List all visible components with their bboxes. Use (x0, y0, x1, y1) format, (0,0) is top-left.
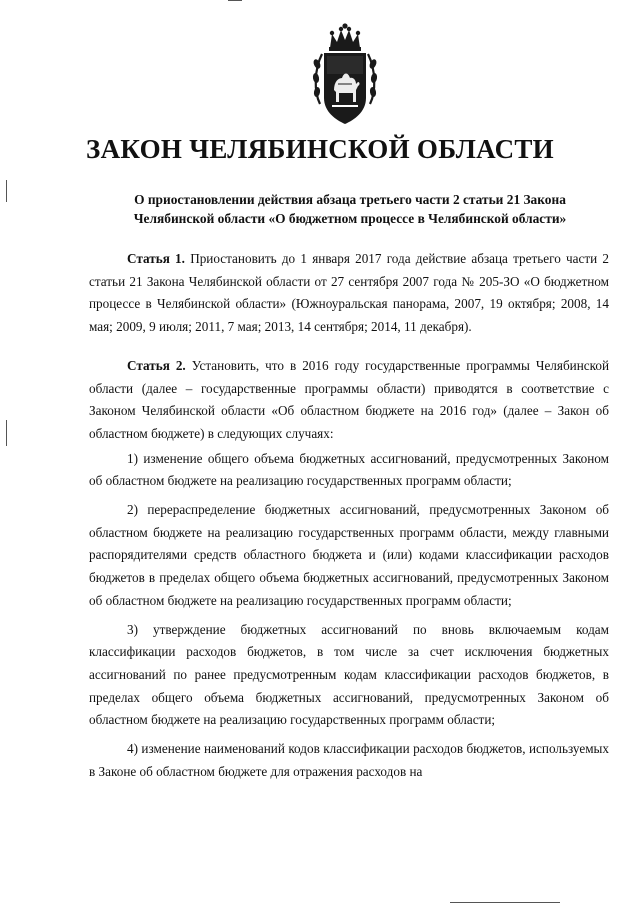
chelyabinsk-coat-of-arms-icon (308, 20, 382, 128)
scan-artifact-bottom (450, 902, 560, 903)
article-2-item-3: 3) утверждение бюджетных ассигнований по вновь включаемым кодам классификации расходов бюджетов, в том числе за счет исключения бюджетных ассигнований по ранее предусмотренным кодам классификации расходов бюджетов, в пределах общего объема бюджетных ассигнований, предусмотренных Законом об областном бюджете на реализацию государственных программ области; (89, 621, 609, 728)
law-subtitle (100, 190, 600, 228)
article-2-item-2: 2) перераспределение бюджетных ассигнований, предусмотренных Законом об областном бюджете на реализацию государственных программ области, между главными распорядителями средств областного бюджета и (или) кодами классификации расходов бюджетов в пределах общего объема бюджетных ассигнований, предусмотренных Законом об областном бюджете на реализацию государственных программ области; (89, 502, 609, 608)
scan-artifact-top (228, 0, 242, 1)
scan-artifact-left-2 (6, 420, 7, 446)
article-1-text: Приостановить до 1 января 2017 года действие абзаца третьего части 2 статьи 21 Закона Челябинской области от 27 сентября 2007 года № 205-ЗО «О бюджетном процессе в Челябинской области» (Южноуральская панорама, 2007, 19 октября; 2008, 14 мая; 2009, 9 июля; 2011, 7 мая; 2013, 14 сентября; 2014, 11 декабря). (89, 251, 610, 335)
law-title: ЗАКОН ЧЕЛЯБИНСКОЙ ОБЛАСТИ (86, 134, 554, 164)
article-2-label: Статья 2. (127, 357, 186, 373)
article-1 (89, 248, 609, 339)
subtitle-line-1: О приостановлении действия абзаца третьего части 2 статьи 21 Закона (134, 192, 566, 207)
article-2 (89, 355, 609, 446)
article-2-text: Установить, что в 2016 году государственные программы Челябинской области (далее – государственные программы области) приводятся в соответствие с Законом Челябинской области «Об областном бюджете на 2016 год» (далее – Закон об областном бюджете) в следующих случаях: (89, 357, 610, 441)
scan-artifact-left-1 (6, 180, 7, 202)
article-1-label: Статья 1. (127, 251, 185, 266)
law-body (89, 248, 609, 783)
article-2-item-4: 4) изменение наименований кодов классификации расходов бюджетов, используемых в Законе об областном бюджете для отражения расходов на (89, 741, 609, 779)
subtitle-line-2: Челябинской области «О бюджетном процессе в Челябинской области» (133, 211, 567, 226)
article-2-item-1: 1) изменение общего объема бюджетных ассигнований, предусмотренных Законом об областном бюджете на реализацию государственных программ области; (89, 450, 609, 489)
